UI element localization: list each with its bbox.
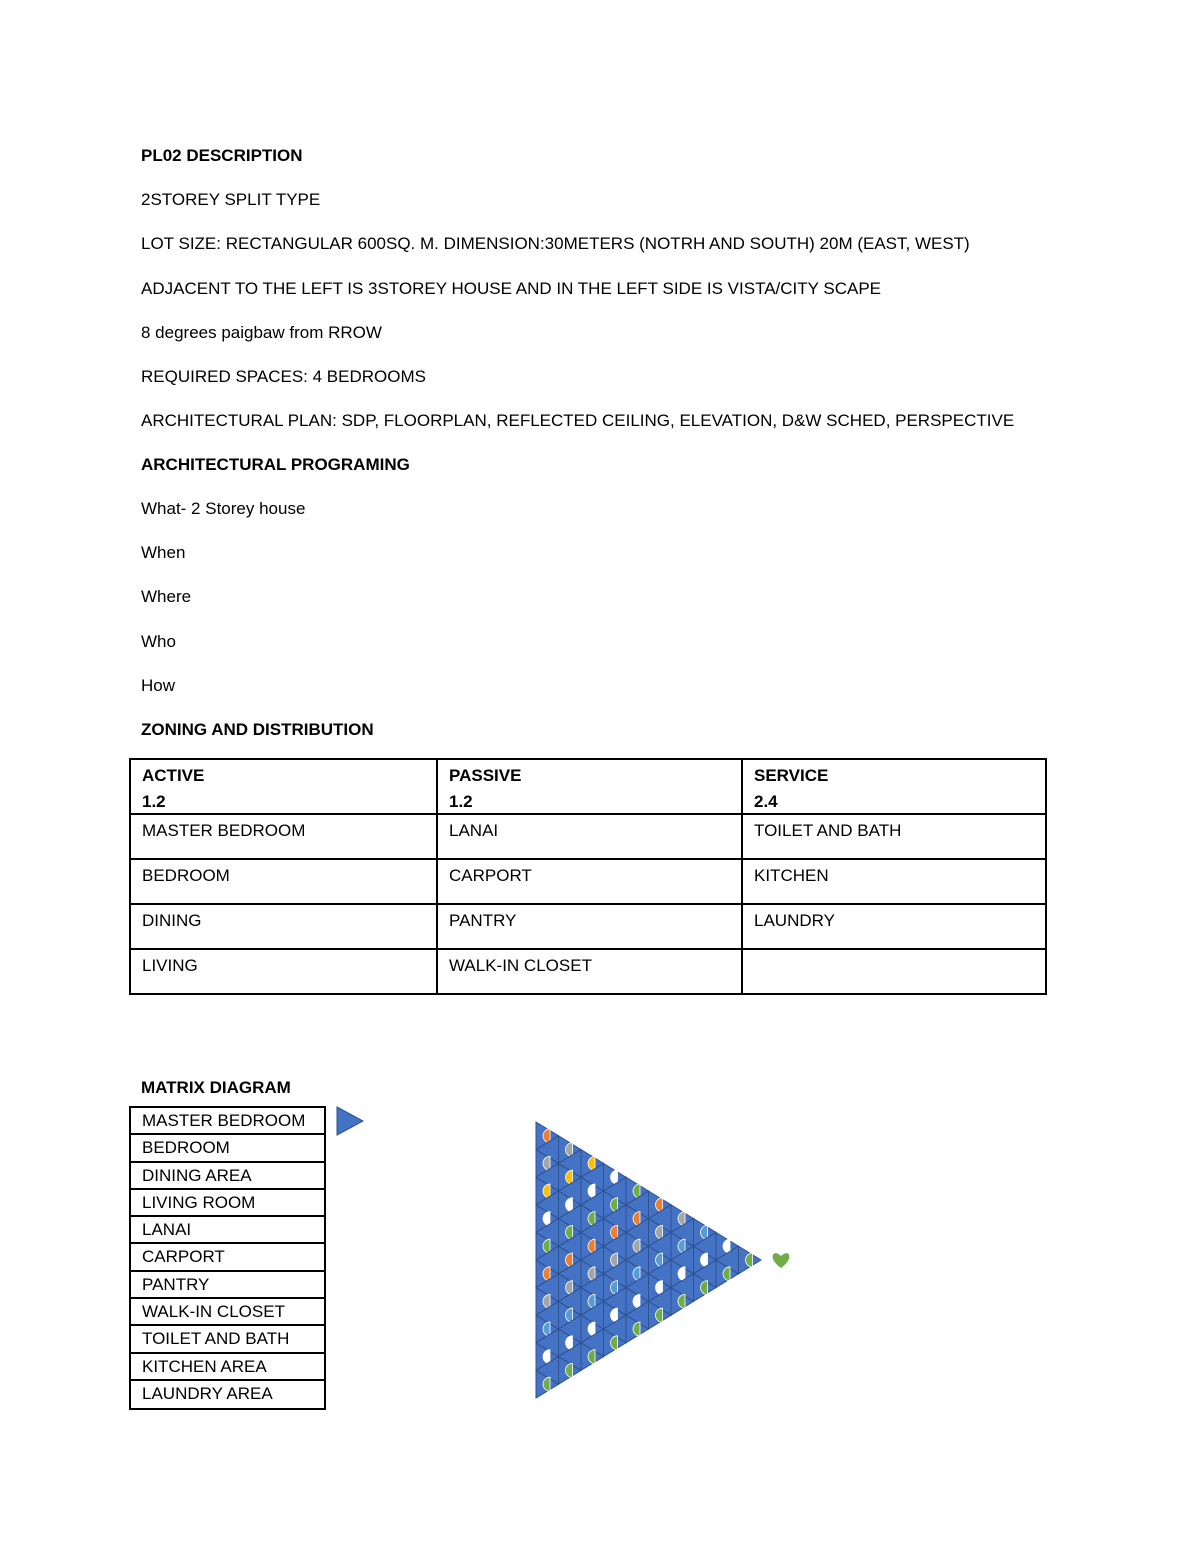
- table-row: [130, 859, 1046, 904]
- matrix-space-item: LAUNDRY AREA: [142, 1383, 273, 1403]
- adjacent-description: ADJACENT TO THE LEFT IS 3STOREY HOUSE AND IN THE LEFT SIDE IS VISTA/CITY SCAPE: [141, 279, 882, 298]
- header-passive: [437, 759, 742, 814]
- matrix-space-item: MASTER BEDROOM: [131, 1108, 324, 1135]
- table-row: [130, 904, 1046, 949]
- programming-who: Who: [141, 632, 176, 651]
- page-heading: PL02 DESCRIPTION: [141, 146, 303, 165]
- header-value: 1.2: [142, 792, 166, 811]
- matrix-space-item: LANAI: [131, 1217, 324, 1244]
- header-service: [742, 759, 1046, 814]
- header-label: ACTIVE: [142, 766, 205, 785]
- house-type: 2STOREY SPLIT TYPE: [141, 190, 321, 209]
- programming-heading: ARCHITECTURAL PROGRAMING: [141, 455, 410, 474]
- header-active: [130, 759, 437, 814]
- heart-icon: [773, 1253, 790, 1268]
- orientation-note: 8 degrees paigbaw from RROW: [141, 323, 382, 342]
- table-cell: BEDROOM: [130, 859, 437, 904]
- table-cell: LIVING: [130, 949, 437, 994]
- programming-where: Where: [141, 587, 192, 606]
- table-cell: DINING: [130, 904, 437, 949]
- programming-what: What- 2 Storey house: [141, 499, 306, 518]
- header-label: SERVICE: [754, 766, 829, 785]
- table-cell: LANAI: [437, 814, 742, 859]
- triangle-pointer-icon: [335, 1106, 365, 1136]
- matrix-space-item: BEDROOM: [131, 1135, 324, 1162]
- table-cell: LAUNDRY: [742, 904, 1046, 949]
- matrix-space-item: PANTRY: [131, 1272, 324, 1299]
- table-cell: TOILET AND BATH: [742, 814, 1046, 859]
- header-value: 2.4: [754, 792, 778, 811]
- table-cell: KITCHEN: [742, 859, 1046, 904]
- table-cell: WALK-IN CLOSET: [437, 949, 742, 994]
- header-label: PASSIVE: [449, 766, 522, 785]
- header-value: 1.2: [449, 792, 473, 811]
- zoning-heading: ZONING AND DISTRIBUTION: [141, 720, 374, 739]
- table-cell: PANTRY: [437, 904, 742, 949]
- matrix-space-item: KITCHEN AREA: [131, 1354, 324, 1381]
- matrix-space-list: [129, 1106, 326, 1410]
- architectural-plan: ARCHITECTURAL PLAN: SDP, FLOORPLAN, REFLECTED CEILING, ELEVATION, D&W SCHED, PERSPECTIVE: [141, 411, 1015, 430]
- matrix-space-item: DINING AREA: [131, 1163, 324, 1190]
- table-cell: [742, 949, 1046, 994]
- matrix-space-item: LIVING ROOM: [131, 1190, 324, 1217]
- required-spaces: REQUIRED SPACES: 4 BEDROOMS: [141, 367, 426, 386]
- programming-how: How: [141, 676, 176, 695]
- table-row: [130, 814, 1046, 859]
- matrix-space-item: CARPORT: [131, 1244, 324, 1271]
- table-row: [130, 949, 1046, 994]
- table-cell: MASTER BEDROOM: [130, 814, 437, 859]
- table-cell: CARPORT: [437, 859, 742, 904]
- matrix-space-item: WALK-IN CLOSET: [131, 1299, 324, 1326]
- matrix-diagram: [530, 1118, 800, 1413]
- programming-when: When: [141, 543, 186, 562]
- matrix-space-item: TOILET AND BATH: [131, 1326, 324, 1353]
- table-header-row: [130, 759, 1046, 814]
- zoning-table: [129, 758, 1047, 995]
- matrix-heading: MATRIX DIAGRAM: [141, 1078, 291, 1097]
- lot-size: LOT SIZE: RECTANGULAR 600SQ. M. DIMENSION:30METERS (NOTRH AND SOUTH) 20M (EAST, WEST): [141, 234, 970, 253]
